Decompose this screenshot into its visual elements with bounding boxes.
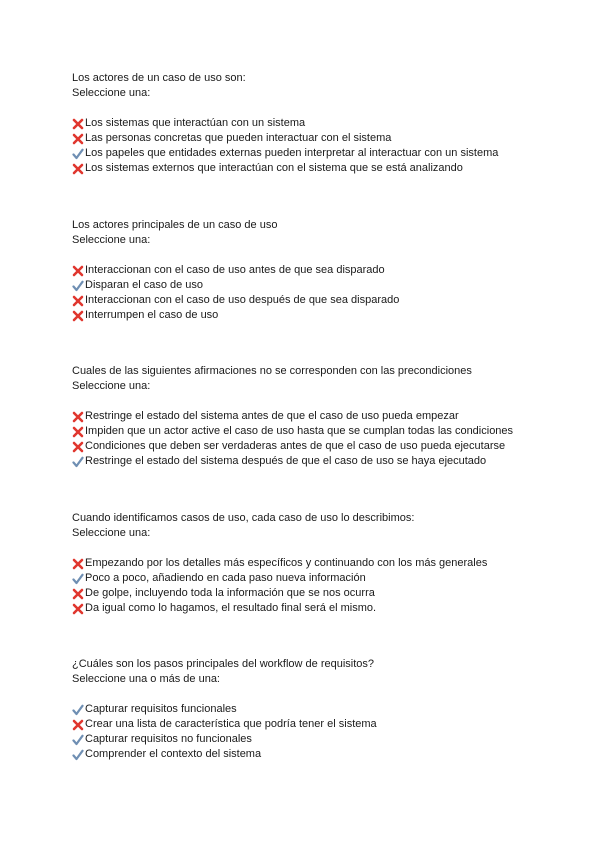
cross-icon: [72, 719, 84, 731]
answer-option: [72, 293, 572, 308]
cross-icon: [72, 163, 84, 175]
answer-option: [72, 131, 572, 146]
option-text: Condiciones que deben ser verdaderas antes de que el caso de uso pueda ejecutarse: [85, 440, 506, 452]
option-text: Capturar requisitos funcionales: [85, 703, 237, 715]
question-3: [72, 364, 572, 469]
cross-icon: [72, 118, 84, 130]
question-text: ¿Cuáles son los pasos principales del workflow de requisitos?: [72, 658, 375, 670]
check-icon: [72, 749, 84, 761]
option-text: Los papeles que entidades externas pueden interpretar al interactuar con un sistema: [85, 147, 499, 159]
option-text: Los sistemas que interactúan con un sistema: [85, 117, 306, 129]
answer-option: [72, 439, 572, 454]
answer-option: [72, 556, 572, 571]
question-text: Cuales de las siguientes afirmaciones no se corresponden con las precondiciones: [72, 365, 472, 377]
question-text: Los actores de un caso de uso son:: [72, 72, 246, 84]
option-text: Los sistemas externos que interactúan con el sistema que se está analizando: [85, 162, 463, 174]
answer-option: [72, 717, 572, 732]
cross-icon: [72, 588, 84, 600]
check-icon: [72, 280, 84, 292]
option-text: Restringe el estado del sistema después de que el caso de uso se haya ejecutado: [85, 455, 487, 467]
check-icon: [72, 456, 84, 468]
cross-icon: [72, 441, 84, 453]
answer-option: [72, 308, 572, 323]
option-text: Capturar requisitos no funcionales: [85, 733, 252, 745]
answer-option: [72, 601, 572, 616]
option-text: Interaccionan con el caso de uso después de que sea disparado: [85, 294, 400, 306]
answer-option: [72, 454, 572, 469]
option-text: Poco a poco, añadiendo en cada paso nueva información: [85, 572, 366, 584]
question-instruction: Seleccione una:: [72, 380, 151, 392]
option-text: Da igual como lo hagamos, el resultado final será el mismo.: [85, 602, 377, 614]
answer-option: [72, 161, 572, 176]
option-text: Impiden que un actor active el caso de uso hasta que se cumplan todas las condiciones: [85, 425, 514, 437]
option-text: De golpe, incluyendo toda la información que se nos ocurra: [85, 587, 375, 599]
cross-icon: [72, 411, 84, 423]
answer-option: [72, 278, 572, 293]
option-text: Interrumpen el caso de uso: [85, 309, 219, 321]
answer-option: [72, 116, 572, 131]
cross-icon: [72, 295, 84, 307]
check-icon: [72, 148, 84, 160]
answer-option: [72, 263, 572, 278]
cross-icon: [72, 133, 84, 145]
question-4: [72, 511, 572, 616]
question-2: [72, 218, 572, 323]
option-text: Las personas concretas que pueden interactuar con el sistema: [85, 132, 392, 144]
answer-option: [72, 747, 572, 762]
answer-option: [72, 424, 572, 439]
question-text: Los actores principales de un caso de uso: [72, 219, 278, 231]
cross-icon: [72, 558, 84, 570]
check-icon: [72, 573, 84, 585]
question-instruction: Seleccione una:: [72, 234, 151, 246]
option-text: Restringe el estado del sistema antes de que el caso de uso pueda empezar: [85, 410, 459, 422]
question-instruction: Seleccione una:: [72, 527, 151, 539]
question-1: [72, 71, 572, 176]
option-text: Empezando por los detalles más específicos y continuando con los más generales: [85, 557, 488, 569]
check-icon: [72, 734, 84, 746]
question-text: Cuando identificamos casos de uso, cada caso de uso lo describimos:: [72, 512, 415, 524]
cross-icon: [72, 426, 84, 438]
check-icon: [72, 704, 84, 716]
question-instruction: Seleccione una:: [72, 87, 151, 99]
cross-icon: [72, 603, 84, 615]
answer-option: [72, 732, 572, 747]
answer-option: [72, 702, 572, 717]
answer-option: [72, 409, 572, 424]
question-instruction: Seleccione una o más de una:: [72, 673, 220, 685]
option-text: Comprender el contexto del sistema: [85, 748, 262, 760]
answer-option: [72, 571, 572, 586]
option-text: Disparan el caso de uso: [85, 279, 204, 291]
option-text: Interaccionan con el caso de uso antes de que sea disparado: [85, 264, 385, 276]
answer-option: [72, 146, 572, 161]
cross-icon: [72, 265, 84, 277]
question-5: [72, 657, 572, 762]
option-text: Crear una lista de característica que podría tener el sistema: [85, 718, 377, 730]
cross-icon: [72, 310, 84, 322]
answer-option: [72, 586, 572, 601]
